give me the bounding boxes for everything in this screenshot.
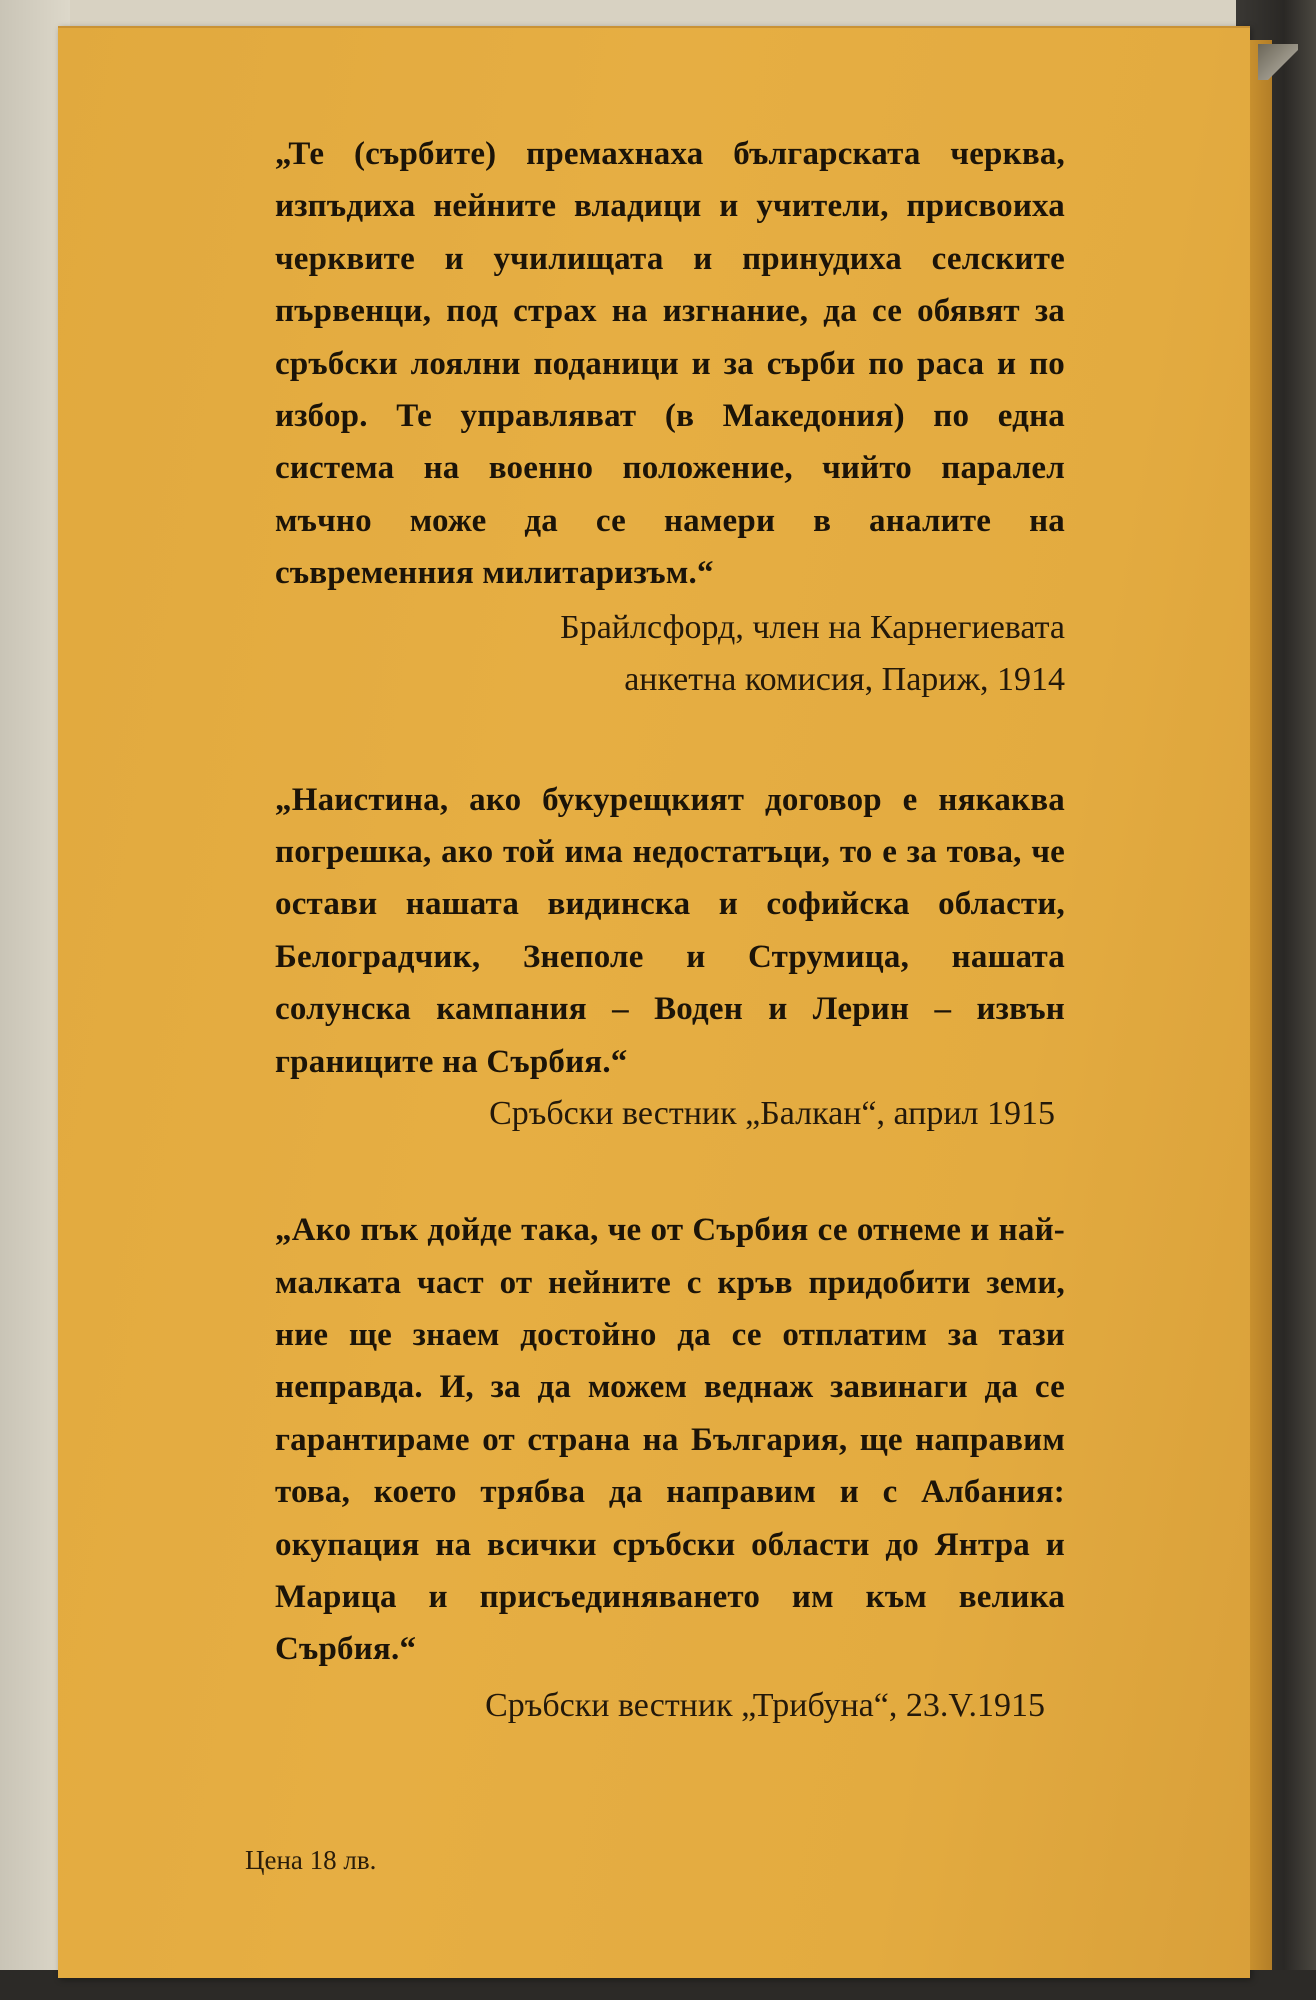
quote-source-brailsford-line2: анкетна комисия, Париж, 1914 <box>624 660 1065 698</box>
cover-text-block <box>275 128 1065 1732</box>
price-label: Цена 18 лв. <box>245 1845 377 1875</box>
book-spine-edge <box>1250 40 1272 1970</box>
quote-source-balkan: Сръбски вестник „Балкан“, април 1915 <box>489 1095 1055 1133</box>
quote-balkan: „Наистина, ако букурещкият договор е някаква погрешка, ако той има недостатъци, то е за това, че остави нашата видинска и софийска области, Белоградчик, Знеполе и Струмица, нашата солунска кампания – Воден и Лерин – извън границите на Сърбия.“ <box>275 781 1065 1080</box>
quote-tribuna: „Ако пък дойде така, че от Сърбия се отнеме и най-малката част от нейните с кръв придобити земи, ние ще знаем достойно да се отплатим за тази неправда. И, за да можем веднаж завинаги да се гарантираме от страна на България, ще направим това, което трябва да направим и с Албания: окупация на всички сръбски области до Янтра и Марица и присъединяването им към велика Сърбия.“ <box>275 1212 1065 1668</box>
quote-source-brailsford-line1: Брайлсфорд, член на Карнегиевата <box>560 608 1065 646</box>
quote-source-tribuna: Сръбски вестник „Трибуна“, 23.V.1915 <box>485 1686 1045 1724</box>
worn-corner <box>1258 44 1298 80</box>
quote-brailsford: „Те (сърбите) премахнаха българската черква, изпъдиха нейните владици и учители, присвоиха черквите и училищата и принудиха селските първенци, под страх на изгнание, да се обявят за сръбски лоялни поданици и за сърби по раса и по избор. Те управляват (в Македония) по една система на военно положение, чийто паралел мъчно може да се намери в аналите на съвременния милитаризъм.“ <box>275 136 1065 592</box>
